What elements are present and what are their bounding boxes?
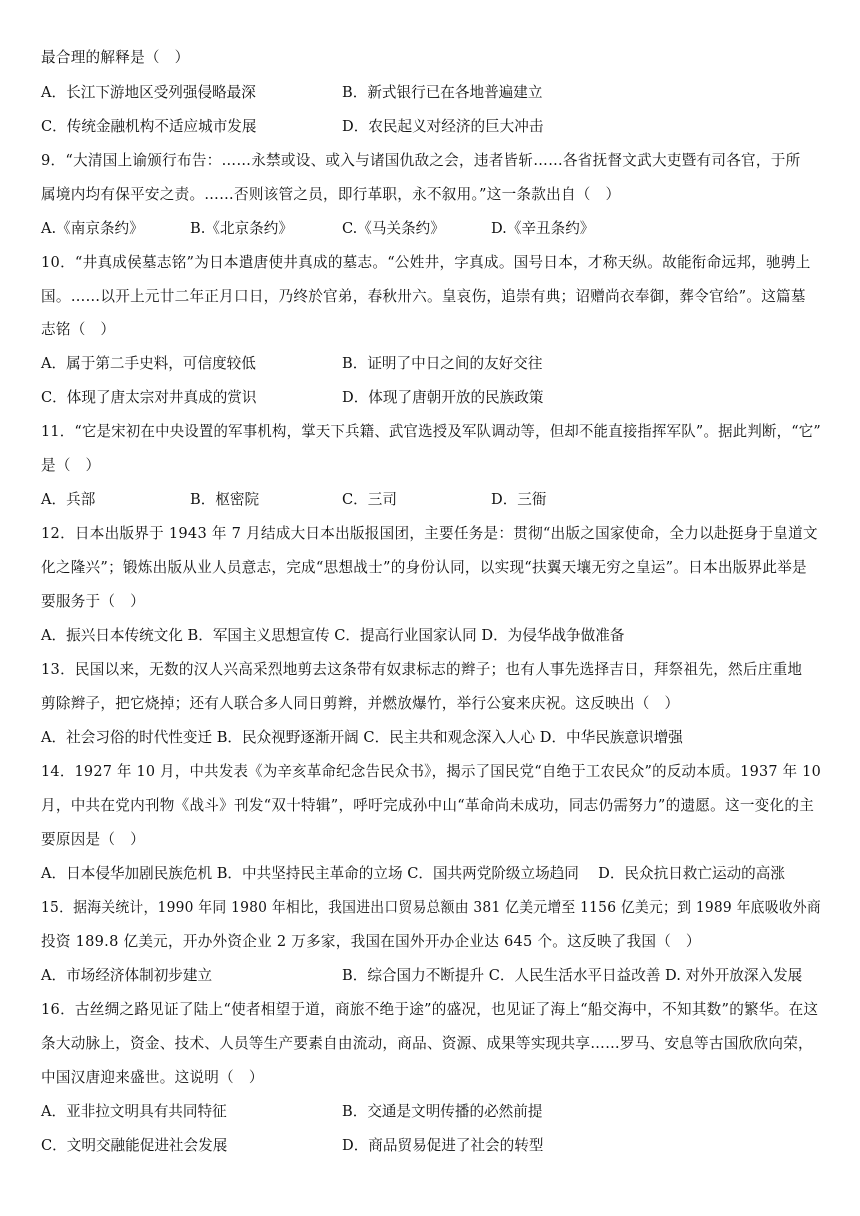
q11-stem: 11．“它是宋初在中央设置的军事机构，掌天下兵籍、武官选授及军队调动等，但却不能直接指挥军队”。据此判断，“它” [41, 423, 821, 440]
q11-option-a: A．兵部 [41, 491, 96, 508]
q9-option-b: B.《北京条约》 [190, 220, 293, 237]
q8-option-a: A．长江下游地区受列强侵略最深 [41, 84, 256, 101]
q16-option-b: B．交通是文明传播的必然前提 [342, 1103, 543, 1120]
q9-stem: 9．“大清国上谕颁行布告：……永禁或设、或入与诸国仇敌之会，违者皆斩……各省抚督文武大吏暨有司各官，于所 [41, 152, 801, 169]
q8-option-d: D．农民起义对经济的巨大冲击 [342, 118, 544, 135]
q14-options: A．日本侵华加剧民族危机 B．中共坚持民主革命的立场 C．国共两党阶级立场趋同 D．民众抗日救亡运动的高涨 [41, 865, 785, 882]
q8-option-c: C．传统金融机构不适应城市发展 [41, 118, 257, 135]
q10-stem: 志铭（ ） [41, 321, 116, 338]
q10-option-c: C．体现了唐太宗对井真成的赏识 [41, 389, 257, 406]
q16-stem: 中国汉唐迎来盛世。这说明（ ） [41, 1069, 264, 1086]
q9-stem: 属境内均有保平安之责。……否则该管之员，即行革职，永不叙用。”这一条款出自（ ） [41, 186, 621, 203]
q8-stem-tail: 最合理的解释是（ ） [41, 49, 190, 66]
q14-stem: 要原因是（ ） [41, 831, 145, 848]
q12-stem: 化之隆兴”；锻炼出版从业人员意志，完成“思想战士”的身份认同，以实现“扶翼天壤无穷之皇运”。日本出版界此举是 [41, 559, 807, 576]
q16-option-d: D．商品贸易促进了社会的转型 [342, 1137, 544, 1154]
q15-stem: 15．据海关统计，1990 年同 1980 年相比，我国进出口贸易总额由 381 亿美元增至 1156 亿美元；到 1989 年底吸收外商 [41, 899, 821, 916]
q11-option-b: B．枢密院 [190, 491, 260, 508]
q13-stem: 13．民国以来，无数的汉人兴高采烈地剪去这条带有奴隶标志的辫子；也有人事先选择吉日，拜祭祖先，然后庄重地 [41, 661, 803, 678]
q16-option-a: A．亚非拉文明具有共同特征 [41, 1103, 227, 1120]
q11-option-c: C．三司 [342, 491, 397, 508]
q9-option-c: C.《马关条约》 [342, 220, 445, 237]
q12-options: A．振兴日本传统文化 B．军国主义思想宣传 C．提高行业国家认同 D．为侵华战争做准备 [41, 627, 625, 644]
q15-options-bcd: B．综合国力不断提升 C．人民生活水平日益改善 D. 对外开放深入发展 [342, 967, 803, 984]
q10-option-a: A．属于第二手史料，可信度较低 [41, 355, 256, 372]
q16-stem: 16．古丝绸之路见证了陆上“使者相望于道，商旅不绝于途”的盛况，也见证了海上“船交海中，不知其数”的繁华。在这 [41, 1001, 819, 1018]
q9-option-a: A.《南京条约》 [41, 220, 144, 237]
q12-stem: 12．日本出版界于 1943 年 7 月结成大日本出版报国团，主要任务是：贯彻“出版之国家使命，全力以赴挺身于皇道文 [41, 525, 818, 542]
q11-option-d: D．三衙 [491, 491, 547, 508]
q10-stem: 国。……以开上元廿二年正月口日，乃终於官弟，春秋卅六。皇哀伤，追崇有典；诏赠尚衣奉御，葬令官给”。这篇墓 [41, 288, 806, 305]
q10-option-d: D．体现了唐朝开放的民族政策 [342, 389, 544, 406]
q14-stem: 14．1927 年 10 月，中共发表《为辛亥革命纪念告民众书》，揭示了国民党“自绝于工农民众”的反动本质。1937 年 10 [41, 763, 821, 780]
q10-option-b: B．证明了中日之间的友好交往 [342, 355, 543, 372]
q15-option-a: A．市场经济体制初步建立 [41, 967, 213, 984]
q8-option-b: B．新式银行已在各地普遍建立 [342, 84, 543, 101]
q13-stem: 剪除辫子，把它烧掉；还有人联合多人同日剪辫，并燃放爆竹，举行公宴来庆祝。这反映出（ ） [41, 695, 680, 712]
q11-stem: 是（ ） [41, 457, 101, 474]
q12-stem: 要服务于（ ） [41, 593, 145, 610]
q15-stem: 投资 189.8 亿美元，开办外资企业 2 万多家，我国在国外开办企业达 645 个。这反映了我国（ ） [41, 933, 701, 950]
q16-option-c: C．文明交融能促进社会发展 [41, 1137, 228, 1154]
q9-option-d: D.《辛丑条约》 [491, 220, 595, 237]
q16-stem: 条大动脉上，资金、技术、人员等生产要素自由流动，商品、资源、成果等实现共享……罗马、安息等古国欣欣向荣， [41, 1035, 813, 1052]
q10-stem: 10．“井真成侯墓志铭”为日本遣唐使井真成的墓志。“公姓井，字真成。国号日本，才称天纵。故能衔命远邦，驰骋上 [41, 254, 811, 271]
q14-stem: 月，中共在党内刊物《战斗》刊发“双十特辑”，呼吁完成孙中山“革命尚未成功，同志仍需努力”的遗愿。这一变化的主 [41, 797, 815, 814]
q13-options: A．社会习俗的时代性变迁 B．民众视野逐渐开阔 C．民主共和观念深入人心 D．中华民族意识增强 [41, 729, 683, 746]
